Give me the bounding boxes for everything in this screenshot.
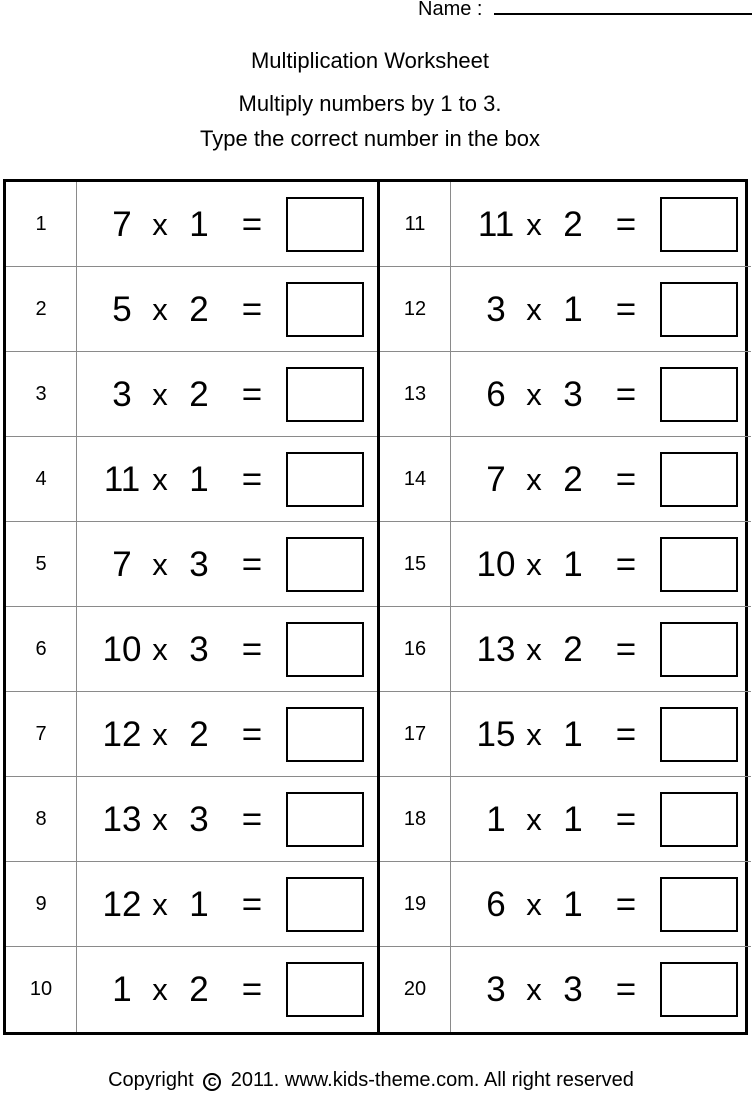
equals-sign: = — [615, 290, 637, 329]
second-factor: 2 — [189, 715, 209, 754]
first-factor: 1 — [486, 800, 506, 839]
second-factor: 3 — [563, 970, 583, 1009]
second-factor: 2 — [563, 205, 583, 244]
problem-row — [6, 522, 377, 607]
problem-number: 11 — [380, 182, 451, 266]
times-sign: x — [152, 547, 168, 582]
equals-sign: = — [241, 630, 263, 669]
problem-number: 6 — [6, 607, 77, 691]
first-factor: 11 — [103, 460, 141, 499]
answer-box[interactable] — [660, 792, 738, 847]
answer-box[interactable] — [660, 452, 738, 507]
second-factor: 1 — [563, 290, 583, 329]
worksheet-subtitle: Multiply numbers by 1 to 3. — [238, 91, 502, 116]
problem-number: 10 — [6, 947, 77, 1032]
problem-number: 14 — [380, 437, 451, 521]
equals-sign: = — [241, 885, 263, 924]
times-sign: x — [152, 632, 168, 667]
problem-number: 18 — [380, 777, 451, 861]
equals-sign: = — [615, 715, 637, 754]
problem-number: 2 — [6, 267, 77, 351]
times-sign: x — [152, 377, 168, 412]
equals-sign: = — [615, 460, 637, 499]
problem-row — [6, 692, 377, 777]
problem-row — [380, 352, 751, 437]
problem-row — [6, 947, 377, 1032]
second-factor: 1 — [189, 205, 209, 244]
times-sign: x — [526, 292, 542, 327]
problem-number: 3 — [6, 352, 77, 436]
times-sign: x — [526, 207, 542, 242]
second-factor: 1 — [189, 885, 209, 924]
first-factor: 12 — [102, 885, 142, 924]
answer-box[interactable] — [286, 282, 364, 337]
problem-column-left — [6, 182, 377, 1032]
answer-box[interactable] — [286, 707, 364, 762]
times-sign: x — [152, 717, 168, 752]
answer-box[interactable] — [286, 537, 364, 592]
equals-sign: = — [241, 545, 263, 584]
equals-sign: = — [241, 460, 263, 499]
second-factor: 3 — [189, 800, 209, 839]
name-underline[interactable] — [494, 13, 752, 15]
times-sign: x — [526, 972, 542, 1007]
problem-row — [380, 692, 751, 777]
answer-box[interactable] — [660, 197, 738, 252]
problem-number: 17 — [380, 692, 451, 776]
first-factor: 13 — [102, 800, 142, 839]
times-sign: x — [152, 887, 168, 922]
answer-box[interactable] — [660, 282, 738, 337]
problem-number: 15 — [380, 522, 451, 606]
answer-box[interactable] — [286, 367, 364, 422]
equals-sign: = — [241, 970, 263, 1009]
second-factor: 2 — [563, 630, 583, 669]
equals-sign: = — [615, 970, 637, 1009]
second-factor: 2 — [563, 460, 583, 499]
copyright-icon: C — [203, 1073, 221, 1091]
second-factor: 3 — [189, 630, 209, 669]
first-factor: 1 — [112, 970, 132, 1009]
worksheet-instruction: Type the correct number in the box — [200, 126, 540, 151]
problem-row — [380, 437, 751, 522]
second-factor: 3 — [563, 375, 583, 414]
problem-number: 7 — [6, 692, 77, 776]
name-label: Name : — [418, 0, 483, 20]
problem-row — [380, 267, 751, 352]
first-factor: 15 — [476, 715, 516, 754]
first-factor: 11 — [477, 205, 515, 244]
answer-box[interactable] — [660, 537, 738, 592]
times-sign: x — [526, 717, 542, 752]
answer-box[interactable] — [660, 707, 738, 762]
times-sign: x — [526, 887, 542, 922]
times-sign: x — [526, 547, 542, 582]
first-factor: 13 — [476, 630, 516, 669]
times-sign: x — [526, 802, 542, 837]
equals-sign: = — [615, 885, 637, 924]
answer-box[interactable] — [660, 877, 738, 932]
first-factor: 3 — [486, 290, 506, 329]
equals-sign: = — [615, 545, 637, 584]
problem-row — [6, 862, 377, 947]
problem-row — [6, 352, 377, 437]
equals-sign: = — [241, 715, 263, 754]
problem-row — [380, 522, 751, 607]
answer-box[interactable] — [286, 877, 364, 932]
problem-number: 20 — [380, 947, 451, 1032]
problem-row — [380, 182, 751, 267]
worksheet-title: Multiplication Worksheet — [250, 48, 490, 73]
times-sign: x — [152, 292, 168, 327]
problem-number: 8 — [6, 777, 77, 861]
second-factor: 1 — [563, 715, 583, 754]
second-factor: 1 — [563, 885, 583, 924]
first-factor: 3 — [486, 970, 506, 1009]
problem-number: 5 — [6, 522, 77, 606]
problem-row — [380, 777, 751, 862]
problem-row — [6, 182, 377, 267]
equals-sign: = — [615, 630, 637, 669]
equals-sign: = — [241, 205, 263, 244]
first-factor: 7 — [112, 205, 132, 244]
second-factor: 2 — [189, 970, 209, 1009]
answer-box[interactable] — [286, 792, 364, 847]
second-factor: 3 — [189, 545, 209, 584]
problem-number: 9 — [6, 862, 77, 946]
answer-box[interactable] — [660, 367, 738, 422]
answer-box[interactable] — [286, 622, 364, 677]
first-factor: 7 — [112, 545, 132, 584]
times-sign: x — [526, 462, 542, 497]
times-sign: x — [526, 632, 542, 667]
equals-sign: = — [615, 800, 637, 839]
name-field — [418, 0, 752, 22]
second-factor: 1 — [189, 460, 209, 499]
copyright-footer — [0, 1068, 742, 1092]
problem-number: 19 — [380, 862, 451, 946]
problem-number: 12 — [380, 267, 451, 351]
first-factor: 10 — [102, 630, 142, 669]
first-factor: 6 — [486, 375, 506, 414]
problem-row — [6, 267, 377, 352]
times-sign: x — [152, 207, 168, 242]
first-factor: 7 — [486, 460, 506, 499]
times-sign: x — [152, 972, 168, 1007]
problem-row — [380, 862, 751, 947]
copyright-text: 2011. www.kids-theme.com. All right reserved — [230, 1069, 634, 1091]
second-factor: 2 — [189, 375, 209, 414]
problem-number: 13 — [380, 352, 451, 436]
times-sign: x — [152, 802, 168, 837]
equals-sign: = — [241, 290, 263, 329]
first-factor: 3 — [112, 375, 132, 414]
answer-box[interactable] — [286, 452, 364, 507]
equals-sign: = — [615, 375, 637, 414]
problem-table — [3, 179, 748, 1035]
second-factor: 1 — [563, 800, 583, 839]
problem-row — [380, 947, 751, 1032]
times-sign: x — [152, 462, 168, 497]
problem-row — [6, 437, 377, 522]
equals-sign: = — [241, 800, 263, 839]
first-factor: 5 — [112, 290, 132, 329]
second-factor: 2 — [189, 290, 209, 329]
answer-box[interactable] — [286, 197, 364, 252]
problem-column-right — [380, 182, 751, 1032]
answer-box[interactable] — [660, 622, 738, 677]
problem-row — [6, 607, 377, 692]
second-factor: 1 — [563, 545, 583, 584]
answer-box[interactable] — [286, 962, 364, 1017]
problem-row — [380, 607, 751, 692]
answer-box[interactable] — [660, 962, 738, 1017]
equals-sign: = — [241, 375, 263, 414]
first-factor: 10 — [476, 545, 516, 584]
problem-number: 4 — [6, 437, 77, 521]
problem-number: 1 — [6, 182, 77, 266]
first-factor: 12 — [102, 715, 142, 754]
copyright-label: Copyright — [108, 1069, 194, 1091]
times-sign: x — [526, 377, 542, 412]
first-factor: 6 — [486, 885, 506, 924]
equals-sign: = — [615, 205, 637, 244]
problem-number: 16 — [380, 607, 451, 691]
problem-row — [6, 777, 377, 862]
